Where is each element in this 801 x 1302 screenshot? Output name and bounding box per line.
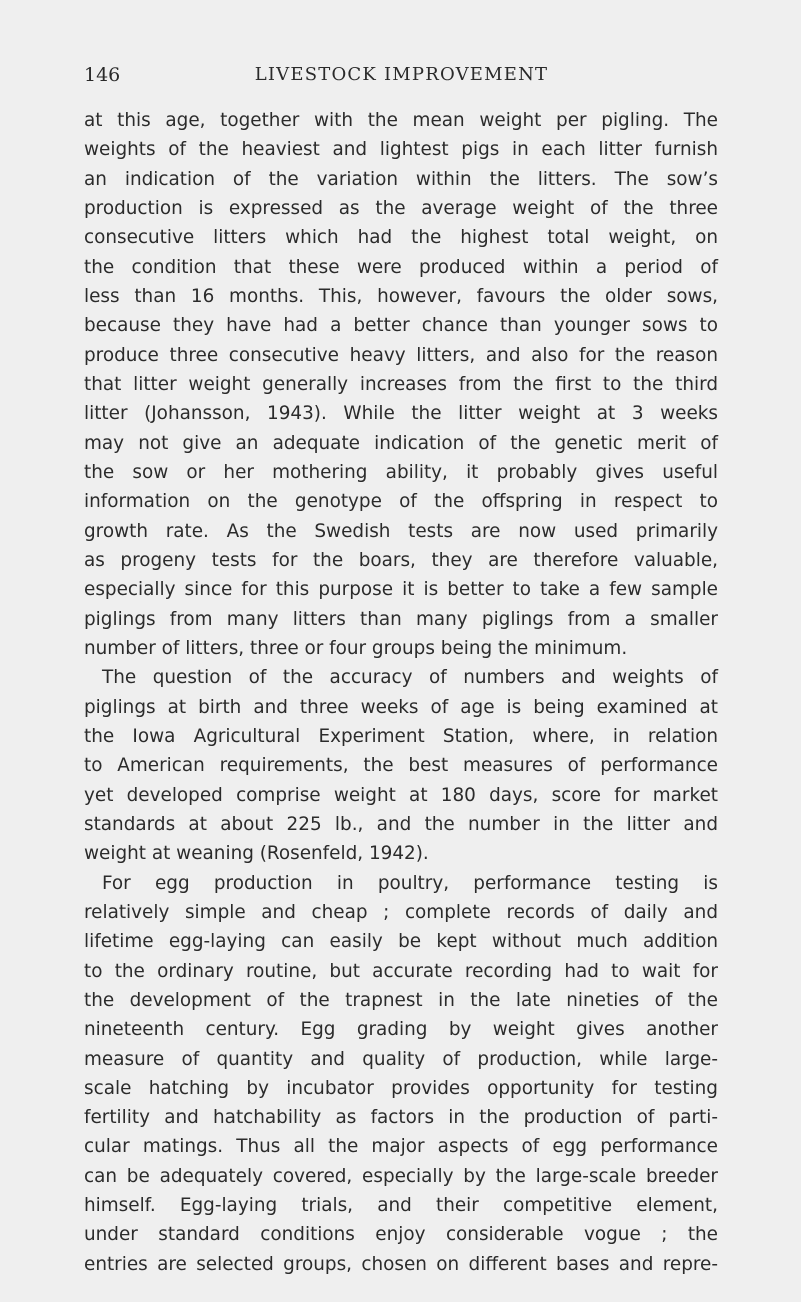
text-line: the condition that these were produced within a period of [84, 256, 718, 278]
text-line: especially since for this purpose it is better to take a few sample [84, 579, 718, 601]
text-line: under standard conditions enjoy considerable vogue ; the [84, 1224, 718, 1246]
text-line: weights of the heaviest and lightest pigs in each litter furnish [84, 139, 718, 161]
text-line: yet developed comprise weight at 180 days, score for market [84, 784, 718, 806]
text-line: that litter weight generally increases from the first to the third [84, 373, 718, 395]
text-line: cular matings. Thus all the major aspects of egg performance [84, 1136, 718, 1158]
text-line: may not give an adequate indication of the genetic merit of [84, 432, 718, 454]
text-line: litter (Johansson, 1943). While the litter weight at 3 weeks [84, 403, 718, 425]
body-text [84, 106, 718, 1279]
text-line: entries are selected groups, chosen on different bases and repre- [84, 1253, 718, 1275]
text-line: fertility and hatchability as factors in the production of parti- [84, 1107, 718, 1129]
text-line: consecutive litters which had the highest total weight, on [84, 227, 718, 249]
text-line: lifetime egg-laying can easily be kept without much addition [84, 931, 718, 953]
text-line: as progeny tests for the boars, they are therefore valuable, [84, 549, 718, 571]
text-line: an indication of the variation within the litters. The sow’s [84, 168, 718, 190]
text-line: produce three consecutive heavy litters, and also for the reason [84, 344, 718, 366]
text-line: can be adequately covered, especially by the large-scale breeder [84, 1165, 718, 1187]
text-line: relatively simple and cheap ; complete records of daily and [84, 901, 718, 923]
text-line: because they have had a better chance than younger sows to [84, 315, 718, 337]
text-line: nineteenth century. Egg grading by weight gives another [84, 1019, 718, 1041]
text-line: For egg production in poultry, performance testing is [102, 872, 718, 894]
text-line: number of litters, three or four groups being the minimum. [84, 637, 628, 659]
text-line: measure of quantity and quality of production, while large- [84, 1048, 718, 1070]
page-header [84, 64, 719, 92]
text-line: scale hatching by incubator provides opportunity for testing [84, 1077, 718, 1099]
page-number: 146 [84, 64, 121, 86]
text-line: growth rate. As the Swedish tests are now used primarily [84, 520, 718, 542]
text-line: at this age, together with the mean weight per pigling. The [84, 110, 718, 131]
running-title: LIVESTOCK IMPROVEMENT [254, 64, 549, 85]
text-line: the development of the trapnest in the late nineties of the [84, 989, 718, 1011]
text-line: information on the genotype of the offspring in respect to [84, 491, 718, 513]
text-line: weight at weaning (Rosenfeld, 1942). [84, 843, 429, 865]
text-line: standards at about 225 lb., and the number in the litter and [84, 813, 718, 835]
text-line: production is expressed as the average weight of the three [84, 197, 718, 219]
text-line: the sow or her mothering ability, it probably gives useful [84, 461, 718, 483]
text-line: to the ordinary routine, but accurate recording had to wait for [84, 960, 718, 982]
text-line: less than 16 months. This, however, favours the older sows, [84, 285, 718, 307]
text-line: piglings from many litters than many piglings from a smaller [84, 608, 718, 630]
text-line: himself. Egg-laying trials, and their competitive element, [84, 1195, 718, 1217]
text-line: to American requirements, the best measures of performance [84, 755, 718, 777]
text-line: The question of the accuracy of numbers and weights of [102, 667, 718, 689]
text-line: the Iowa Agricultural Experiment Station, where, in relation [84, 725, 718, 747]
text-line: piglings at birth and three weeks of age is being examined at [84, 696, 718, 718]
